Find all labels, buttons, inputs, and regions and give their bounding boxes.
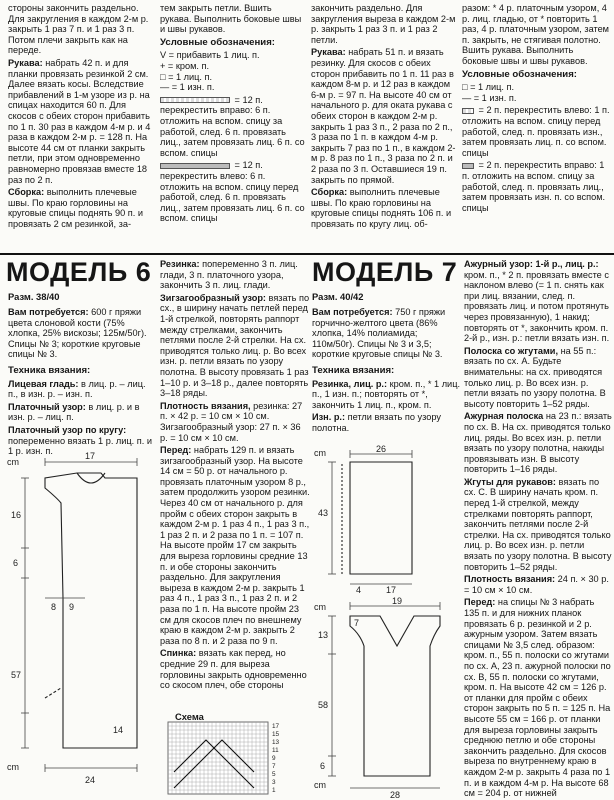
- m7-purl-row: Изн. р.: петли вязать по узору полотна.: [312, 412, 441, 433]
- m6-front-outline: [45, 473, 137, 748]
- m6-d-h2: 6: [13, 558, 19, 568]
- top-c1-p0: стороны закончить раздельно. Для закругления в каждом 2-м р. закрыть 1 раз 7 п. и 1 раз 3 п. Потом плечи закрыть как на переде.: [8, 3, 149, 56]
- top-c4-legend-heading: Условные обозначения:: [462, 68, 577, 80]
- m7-d2-cm: cm: [314, 448, 326, 458]
- m7-left-col: [312, 307, 460, 442]
- top-c4-l5: = 2 п. перекрестить вправо: 1 п. отложить на вспом. спицу за работой, след. п. провязать лиц., затем провязать изн. п. со вспом. спицы: [462, 160, 606, 213]
- m6-schema-title: Схема: [175, 711, 204, 722]
- m7-schematic-bottom: [312, 596, 460, 800]
- chart-row-number: 15: [272, 731, 280, 738]
- chart-row-number: 9: [272, 755, 276, 762]
- cable-right-symbol: [160, 97, 230, 103]
- m7-d2-h: 43: [318, 508, 329, 518]
- top-col-1: [8, 3, 156, 250]
- top-c2-l2: V = прибавить 1 лиц. п.: [160, 50, 260, 61]
- m7-front-outline: [350, 616, 440, 776]
- m6-d-wmid: 9: [69, 602, 75, 612]
- m6-front: Перед: набрать 129 п. и вязать зигзагообразный узор. На высоте 14 см = 50 р. от начального р. провязать платочным узором 8 р., затем продолжить узором резинки. Через 40 см от начального р. для пройм с обеих сторон закрыть в каждом 2-м р. 1 раз 4 п., 1 раз 3 п., 1 раз 2 п. и 2 раза по 1 п. = 107 п. На высоте пройм 17 см закрыть для выреза горловины средние 13 п. и обе стороны закончить раздельно. Для закругления выреза в каждом 2-м р. закрыть 1 раз 4 п., 1 раз 3 п., 1 раз 2 п. и 2 раза по 1 п. На высоте пройм 23 см для скосов плеч по внешнему краю в каждом 2-м р. закрыть 2 раза по 8 п. и 2 раза по 9 п.: [160, 445, 310, 646]
- m6-zigzag: Зигзагообразный узор: вязать по сх., в ширину начать петлей перед 1-й стрелкой, повторять раппорт между стрелками, закончить петлями после 2-й стрелки. На сх. приводятся только лиц. р. Во всех изн. р. петли вязать по узору полотна. В высоту провязать 1 раз 1–10 р. и 3–18 р., далее повторять 3–18 ряды.: [160, 292, 310, 399]
- top-c2-l7: = 12 п. перекрестить влево: 6 п. отложить на вспом. спицу перед работой, след. 6 п. провязать лиц., затем провязать лиц. 6 п. со вспом. спицы: [160, 160, 305, 224]
- m6-back: Спинка: вязать как перед, но средние 29 п. для выреза горловины закрыть одновременно со скосом плеч, обе стороны: [160, 648, 307, 691]
- top-c1-p1: Рукава: набрать 42 п. и для планки провязать резинкой 2 см. Далее вязать косы. Вследствие прибавлений в 1-м узоре из р. на спицах находится 60 п. Для скосов с обеих сторон прибавить по 1 п. 30 раз в каждом 4-м р. и 4 раза в каждом 2-м р. = 128 п. На высоте 44 см от планки закрыть петли, при этом одновременно равномерно провязав вместе 18 раз по 2 п.: [8, 57, 151, 185]
- m7-d3-h1: 13: [318, 630, 329, 640]
- m6-garter-round: Платочный узор по кругу: попеременно вязать 1 р. лиц. п. и 1 р. изн. п.: [8, 424, 152, 457]
- m7-d3-wtop: 19: [392, 596, 403, 606]
- top-c2-l6: = 12 п. перекрестить вправо: 6 п. отложить на вспом. спицу за работой, след. 6 п. провязать лиц., затем провязать лиц. 6 п. со вспом. спицы: [160, 94, 305, 158]
- m7-d3-wa: 7: [354, 618, 360, 628]
- model-7-title: МОДЕЛЬ 7: [312, 257, 458, 287]
- m6-d-h4: 14: [113, 725, 124, 735]
- cable-left-symbol: [160, 163, 230, 169]
- m7-rib: Резинка, лиц. р.: кром. п., * 1 лиц. п., 1 изн. п.; повторять от *, закончить 1 лиц. п., кром. п.: [312, 378, 461, 410]
- top-c4-l2: □ = 1 лиц. п.: [462, 82, 515, 93]
- m6-stockinette: Лицевая гладь: в лиц. р. – лиц. п., в изн. р. – изн. п.: [8, 378, 146, 400]
- m7-d3-h3: 6: [320, 761, 326, 771]
- cross-left-symbol: [462, 108, 474, 114]
- m7-d2-wa: 4: [356, 585, 362, 595]
- m6-gauge: Плотность вязания, резинка: 27 п. × 42 р. = 10 см × 10 см. Зигзагообразный узор: 27 п. × 36 р. = 10 см × 10 см.: [160, 400, 303, 443]
- top-col-4: [462, 3, 610, 250]
- top-c1-p2: Сборка: выполнить плечевые швы. По краю горловины на круговые спицы поднять 90 п. и провязать 2 см резинкой, за-: [8, 187, 143, 229]
- m6-stitch-chart: [160, 722, 300, 800]
- m6-garter: Платочный узор: в лиц. р. и в изн. р. – лиц. п.: [8, 401, 140, 423]
- m7-d2-wtop: 26: [376, 444, 387, 454]
- m6-d-cm1: cm: [7, 457, 19, 467]
- m6-schematic: [5, 448, 155, 798]
- top-c3-p0: закончить раздельно. Для закругления выреза в каждом 2-м р. закрыть 1 раз 3 п. и 1 раз 2 петли.: [311, 3, 456, 45]
- model-6-title: МОДЕЛЬ 6: [6, 257, 152, 287]
- top-c2-l3: + = кром. п.: [160, 60, 210, 71]
- top-c3-p1: Рукава: набрать 51 п. и вязать резинку. Для скосов с обеих сторон прибавить по 1 п. 11 раз в каждом 8-м р. и 12 раз в каждом 6-м р. = 97 п. На высоте 40 см от начального р. для оката рукава с обеих сторон в каждом 2-м р. закрыть 1 раз 3 п., 2 раза по 2 п., 3 раза по 1 п. в каждом 4-м р. закрыть 7 раз по 1 п., в каждом 2-м р. 8 раз по 1 п., 3 раза по 2 п. и 2 раза по 3 п. Оставшиеся 19 п. закрыть по прямой.: [311, 47, 456, 185]
- m7-gauge: Плотность вязания: 24 п. × 30 р. = 10 см × 10 см.: [464, 574, 609, 595]
- m7-sleeve-cables: Жгуты для рукавов: вязать по сх. С. В ширину начать кром. п. перед 1-й стрелкой, между стрелками повторять раппорт, закончить петлями после 2-й стрелки. На сх. приводятся только лиц. р. Во всех изн. р. петли вязать по узору полотна. В высоту повторить 1–52 ряды.: [464, 476, 612, 572]
- m7-lace-strip: Ажурная полоска на 23 п.: вязать по сх. В. На сх. приводятся только лиц. ряды. Во всех изн. р. петли вязать по узору полотна, накиды провязывать изн. В высоту повторить 1–16 ряды.: [464, 411, 612, 475]
- m6-d-wbot: 24: [85, 775, 96, 785]
- m6-back-outline: [45, 688, 61, 698]
- m7-cable-strip: Полоска со жгутами, на 55 п.: вязать по сх. А. Будьте внимательны: на сх. приводятся только лиц. р. Во всех изн. р. петли вязать по узору полотна. В высоту повторить 1–52 ряды.: [464, 345, 606, 409]
- chart-row-number: 11: [272, 747, 279, 754]
- chart-row-number: 7: [272, 763, 276, 770]
- m7-openwork: Ажурный узор: 1-й р., лиц. р.: кром. п., * 2 п. провязать вместе с наклоном влево (= 1 п. снять как при лиц. вязании, след. п. провязать лиц. и потом протянуть через провязанную), 1 накид; повторять от *, закончить кром. п. 2-й р., изн. р.: петли вязать изн. п.: [464, 259, 610, 344]
- chart-row-number: 17: [272, 723, 280, 730]
- top-c4-l4: = 2 п. перекрестить влево: 1 п. отложить на вспом. спицу перед работой, след. п. провязать изн., затем провязать лиц. п. со вспом. спицы: [462, 105, 610, 158]
- m7-technique-heading: Техника вязания:: [312, 364, 395, 376]
- chart-row-number: 1: [272, 787, 276, 794]
- m6-d-h1: 16: [11, 510, 22, 520]
- top-col-2: [160, 3, 305, 250]
- top-col-3: [311, 3, 457, 250]
- top-c2-l4: □ = 1 лиц. п.: [160, 71, 213, 82]
- m7-d3-h2: 58: [318, 700, 329, 710]
- m7-right-col: [464, 259, 612, 800]
- m6-right-col: [160, 259, 310, 711]
- m6-materials: Вам потребуется: 600 г пряжи цвета слоновой кости (75% хлопка, 25% вискозы; 125м/50г). Спицы № 3; короткие круговые спицы № 3.: [8, 307, 147, 360]
- m7-front: Перед: на спицы № 3 набрать 135 п. и для нижних планок провязать 6 р. резинкой и 2 р. ажурным узором. Затем вязать спицами № 3,5 след. образом: кром. п., 55 п. полоски со жгутами по сх. А, 23 п. ажурной полоски по сх. В, 55 п. полоски со жгутами, кром. п. На высоте 42 см = 126 р. от планки для пройм с обеих сторон закрыть по 5 п. = 125 п. На высоте 55 см = 166 р. от планки для выреза горловины закрыть среднюю петлю и обе стороны закончить раздельно. Для скосов выреза по внутреннему краю в каждом 2-м р. закрыть 4 раза по 1 п. и в каждом 4-м р. На высоте 68 см = 204 р. от нижней: [464, 597, 611, 799]
- m7-d3-cm2: cm: [314, 780, 326, 790]
- m6-technique-heading: Техника вязания:: [8, 364, 91, 376]
- top-c4-p0: разом: * 4 р. платочным узором, 4 р. лиц. гладью, от * повторить 1 раз, 4 р. платочным узором, затем п. закрыть, не стягивая полотно. Вшить рукава. Выполнить боковые швы и швы рукавов.: [462, 3, 610, 66]
- m7-d2-wb: 17: [386, 585, 397, 595]
- m6-neck-curve: [77, 473, 105, 483]
- section-divider: [0, 253, 614, 255]
- m7-sleeve-outline: [350, 462, 412, 574]
- m7-d3-wbot: 28: [390, 790, 401, 800]
- chart-row-number: 13: [272, 739, 280, 746]
- m6-d-cm2: cm: [7, 762, 19, 772]
- chart-row-number: 3: [272, 779, 276, 786]
- top-c2-l5: — = 1 изн. п.: [160, 82, 215, 93]
- m6-d-wleft: 8: [51, 602, 57, 612]
- m7-schematic-top: [312, 444, 460, 594]
- m7-materials: Вам потребуется: 750 г пряжи горчично-желтого цвета (86% хлопка, 14% полиамида; 110м/50г). Спицы № 3 и 3,5; короткие круговые спицы № 3.: [312, 307, 446, 360]
- m6-rib: Резинка: попеременно 3 п. лиц. глади, 3 п. платочного узора, закончить 3 п. лиц. глади.: [160, 259, 298, 291]
- chart-row-number: 5: [272, 771, 276, 778]
- m6-d-wtop: 17: [85, 451, 96, 461]
- m7-d3-cm1: cm: [314, 602, 326, 612]
- model-7-size: Разм. 40/42: [312, 291, 364, 302]
- top-c2-legend-heading: Условные обозначения:: [160, 36, 275, 48]
- top-c2-p0: тем закрыть петли. Вшить рукава. Выполнить боковые швы и швы рукавов.: [160, 3, 302, 35]
- model-6-size: Разм. 38/40: [8, 291, 60, 302]
- m6-d-h3: 57: [11, 670, 22, 680]
- cross-right-symbol: [462, 163, 474, 169]
- top-c3-p2: Сборка: выполнить плечевые швы. По краю горловины на круговые спицы поднять 106 п. и провязать по кругу лиц. об-: [311, 187, 452, 229]
- top-c4-l3: — = 1 изн. п.: [462, 92, 517, 103]
